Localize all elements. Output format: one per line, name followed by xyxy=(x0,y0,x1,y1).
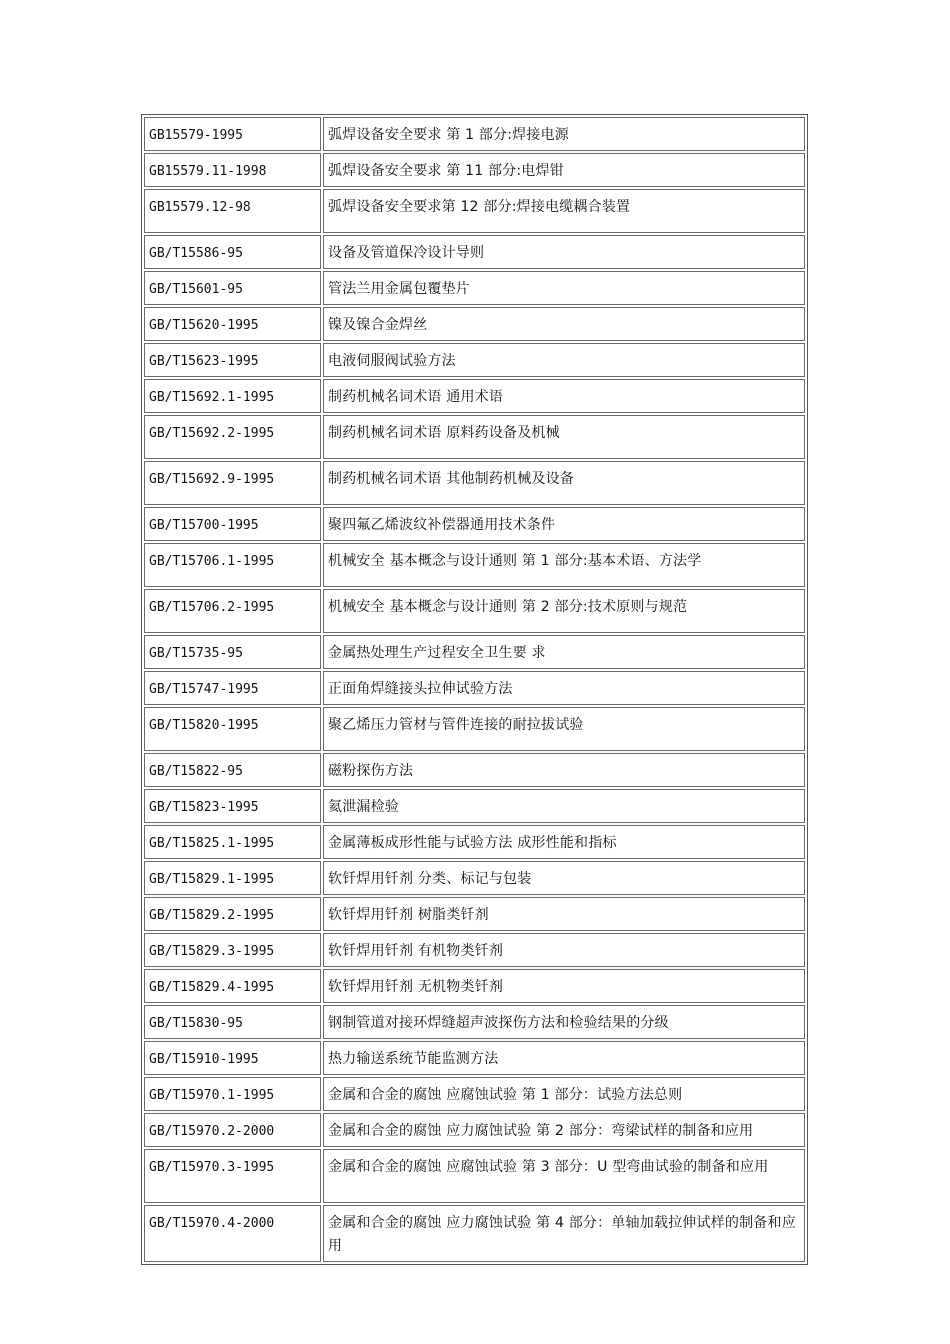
standard-title-cell: 制药机械名词术语 原料药设备及机械 xyxy=(323,415,805,459)
standard-title-cell: 聚四氟乙烯波纹补偿器通用技术条件 xyxy=(323,507,805,541)
table-row xyxy=(144,415,805,459)
standard-code-cell: GB/T15822-95 xyxy=(144,753,321,787)
standard-title-cell: 管法兰用金属包覆垫片 xyxy=(323,271,805,305)
standard-code-cell: GB/T15830-95 xyxy=(144,1005,321,1039)
table-row xyxy=(144,671,805,705)
table-row xyxy=(144,753,805,787)
standard-title-cell: 聚乙烯压力管材与管件连接的耐拉拔试验 xyxy=(323,707,805,751)
standard-title-cell: 软钎焊用钎剂 无机物类钎剂 xyxy=(323,969,805,1003)
standard-code-cell: GB/T15825.1-1995 xyxy=(144,825,321,859)
table-row xyxy=(144,271,805,305)
standards-table xyxy=(141,114,808,1265)
standard-title-cell: 氦泄漏检验 xyxy=(323,789,805,823)
table-row xyxy=(144,543,805,587)
standard-code-cell: GB/T15970.3-1995 xyxy=(144,1149,321,1203)
table-row xyxy=(144,933,805,967)
standard-code-cell: GB15579.11-1998 xyxy=(144,153,321,187)
standard-code-cell: GB/T15620-1995 xyxy=(144,307,321,341)
table-row xyxy=(144,1005,805,1039)
table-row xyxy=(144,117,805,151)
standard-code-cell: GB/T15706.2-1995 xyxy=(144,589,321,633)
standard-code-cell: GB/T15829.4-1995 xyxy=(144,969,321,1003)
table-row xyxy=(144,1149,805,1203)
standard-code-cell: GB/T15601-95 xyxy=(144,271,321,305)
standard-title-cell: 弧焊设备安全要求 第 11 部分:电焊钳 xyxy=(323,153,805,187)
standard-title-cell: 机械安全 基本概念与设计通则 第 2 部分:技术原则与规范 xyxy=(323,589,805,633)
standard-code-cell: GB/T15829.3-1995 xyxy=(144,933,321,967)
standard-code-cell: GB/T15586-95 xyxy=(144,235,321,269)
standard-code-cell: GB/T15735-95 xyxy=(144,635,321,669)
standard-code-cell: GB/T15706.1-1995 xyxy=(144,543,321,587)
standard-code-cell: GB/T15823-1995 xyxy=(144,789,321,823)
standard-title-cell: 金属和合金的腐蚀 应腐蚀试验 第 3 部分：U 型弯曲试验的制备和应用 xyxy=(323,1149,805,1203)
standard-title-cell: 软钎焊用钎剂 有机物类钎剂 xyxy=(323,933,805,967)
standard-code-cell: GB/T15970.2-2000 xyxy=(144,1113,321,1147)
table-row xyxy=(144,153,805,187)
table-row xyxy=(144,1205,805,1262)
standard-title-cell: 制药机械名词术语 其他制药机械及设备 xyxy=(323,461,805,505)
standard-code-cell: GB/T15970.1-1995 xyxy=(144,1077,321,1111)
standard-code-cell: GB/T15747-1995 xyxy=(144,671,321,705)
standard-title-cell: 电液伺服阀试验方法 xyxy=(323,343,805,377)
standard-title-cell: 金属和合金的腐蚀 应力腐蚀试验 第 2 部分：弯梁试样的制备和应用 xyxy=(323,1113,805,1147)
table-row xyxy=(144,1041,805,1075)
standard-title-cell: 镍及镍合金焊丝 xyxy=(323,307,805,341)
standard-code-cell: GB/T15820-1995 xyxy=(144,707,321,751)
table-row xyxy=(144,379,805,413)
standard-title-cell: 弧焊设备安全要求第 12 部分:焊接电缆耦合装置 xyxy=(323,189,805,233)
standard-code-cell: GB/T15970.4-2000 xyxy=(144,1205,321,1262)
table-row xyxy=(144,461,805,505)
standard-code-cell: GB/T15829.2-1995 xyxy=(144,897,321,931)
standard-code-cell: GB/T15692.1-1995 xyxy=(144,379,321,413)
table-row xyxy=(144,707,805,751)
standard-code-cell: GB/T15829.1-1995 xyxy=(144,861,321,895)
standard-code-cell: GB/T15692.2-1995 xyxy=(144,415,321,459)
standard-title-cell: 软钎焊用钎剂 分类、标记与包装 xyxy=(323,861,805,895)
standard-title-cell: 弧焊设备安全要求 第 1 部分:焊接电源 xyxy=(323,117,805,151)
standard-code-cell: GB/T15910-1995 xyxy=(144,1041,321,1075)
table-row xyxy=(144,589,805,633)
standard-title-cell: 钢制管道对接环焊缝超声波探伤方法和检验结果的分级 xyxy=(323,1005,805,1039)
standard-title-cell: 金属热处理生产过程安全卫生要 求 xyxy=(323,635,805,669)
table-row xyxy=(144,307,805,341)
standard-code-cell: GB/T15700-1995 xyxy=(144,507,321,541)
table-row xyxy=(144,1113,805,1147)
standard-title-cell: 金属和合金的腐蚀 应力腐蚀试验 第 4 部分：单轴加载拉伸试样的制备和应用 xyxy=(323,1205,805,1262)
standard-code-cell: GB/T15623-1995 xyxy=(144,343,321,377)
standard-title-cell: 磁粉探伤方法 xyxy=(323,753,805,787)
table-row xyxy=(144,897,805,931)
standard-code-cell: GB15579-1995 xyxy=(144,117,321,151)
standard-title-cell: 制药机械名词术语 通用术语 xyxy=(323,379,805,413)
table-row xyxy=(144,825,805,859)
table-row xyxy=(144,861,805,895)
standards-table-body xyxy=(144,117,805,1262)
standard-title-cell: 热力输送系统节能监测方法 xyxy=(323,1041,805,1075)
standard-title-cell: 设备及管道保冷设计导则 xyxy=(323,235,805,269)
standard-title-cell: 金属和合金的腐蚀 应腐蚀试验 第 1 部分：试验方法总则 xyxy=(323,1077,805,1111)
table-row xyxy=(144,969,805,1003)
standard-code-cell: GB15579.12-98 xyxy=(144,189,321,233)
table-row xyxy=(144,343,805,377)
table-row xyxy=(144,789,805,823)
standard-title-cell: 机械安全 基本概念与设计通则 第 1 部分:基本术语、方法学 xyxy=(323,543,805,587)
table-row xyxy=(144,235,805,269)
standard-title-cell: 软钎焊用钎剂 树脂类钎剂 xyxy=(323,897,805,931)
standard-title-cell: 正面角焊缝接头拉伸试验方法 xyxy=(323,671,805,705)
standard-code-cell: GB/T15692.9-1995 xyxy=(144,461,321,505)
table-row xyxy=(144,1077,805,1111)
table-row xyxy=(144,635,805,669)
table-row xyxy=(144,189,805,233)
table-row xyxy=(144,507,805,541)
standard-title-cell: 金属薄板成形性能与试验方法 成形性能和指标 xyxy=(323,825,805,859)
